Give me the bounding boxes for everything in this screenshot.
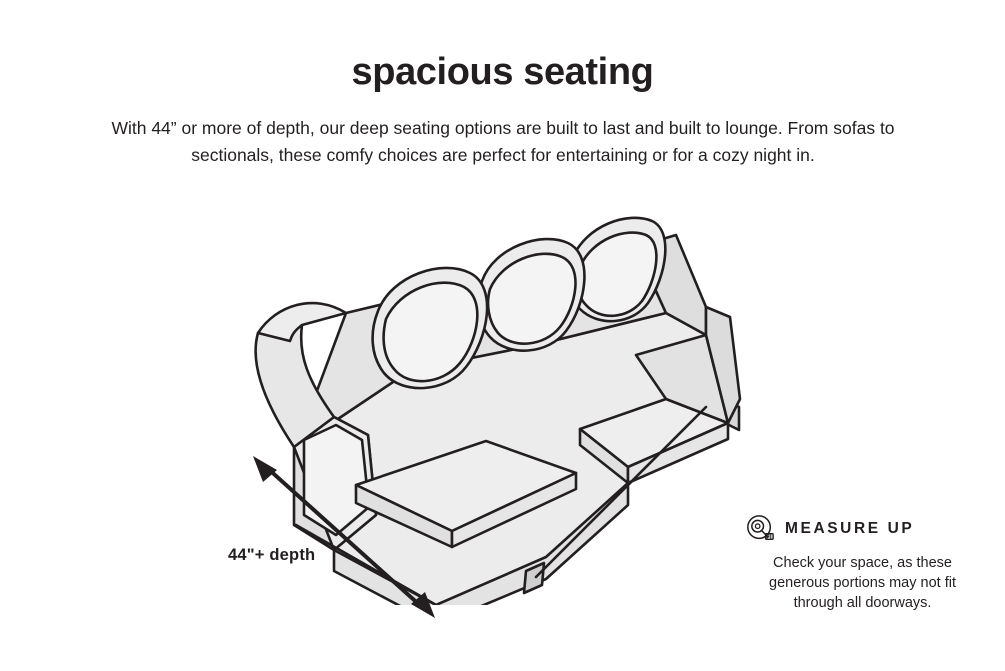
measure-up-body: Check your space, as these generous portions may not fit through all doorways. <box>769 555 956 611</box>
measure-up-title: MEASURE UP <box>785 520 915 537</box>
measure-up-block <box>745 512 980 613</box>
page-subtitle: With 44” or more of depth, our deep seating options are built to last and built to lounge. From sofas to sectionals, these comfy choices are perfect for entertaining or for a cozy night in. <box>111 118 895 165</box>
depth-label: 44"+ depth <box>228 546 316 564</box>
depth-arrow <box>245 452 445 624</box>
page-title: spacious seating <box>351 51 654 93</box>
measuring-tape-icon <box>745 514 775 544</box>
